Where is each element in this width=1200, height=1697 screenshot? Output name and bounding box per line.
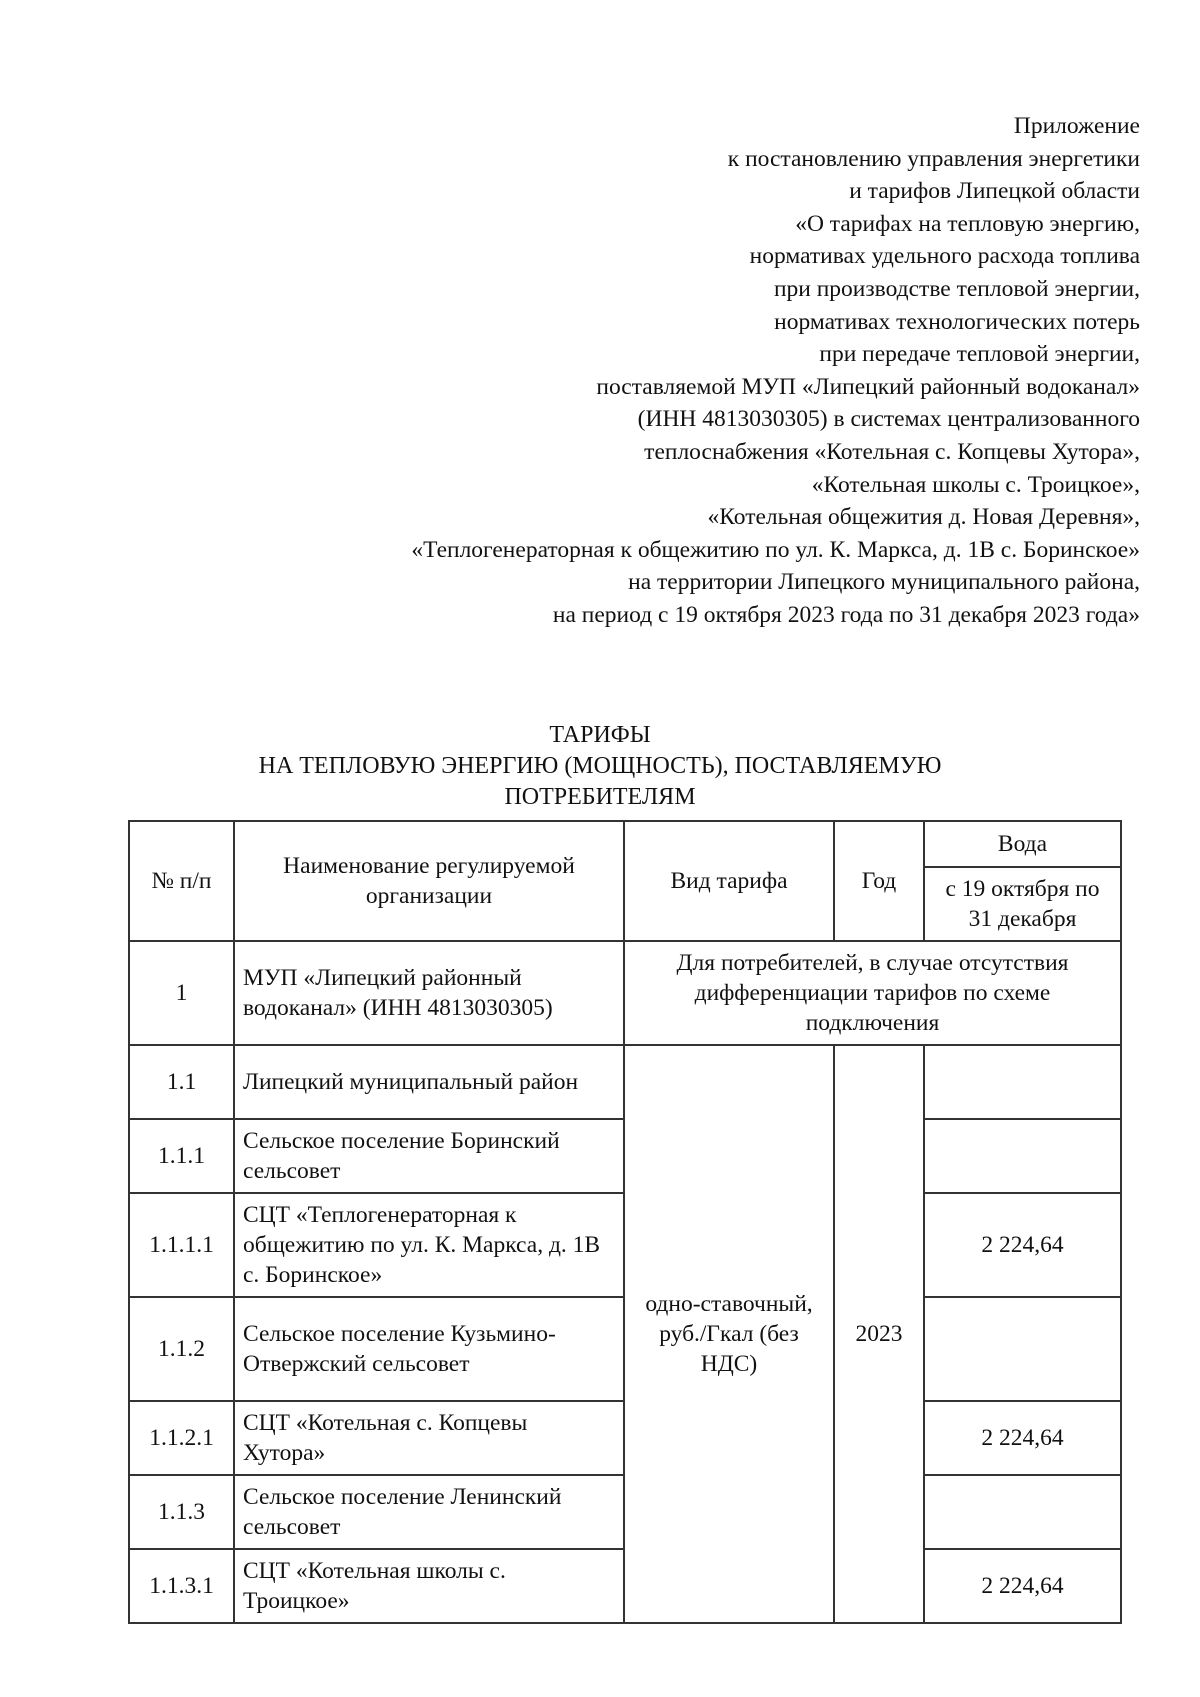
- appendix-header: [160, 110, 1140, 632]
- appendix-line: нормативах удельного расхода топлива: [749, 243, 1140, 270]
- row-num: 1.1: [129, 1045, 234, 1119]
- appendix-line: к постановлению управления энергетики: [727, 145, 1140, 172]
- appendix-line: и тарифов Липецкой области: [849, 178, 1140, 205]
- org-row: [129, 941, 1121, 1045]
- header-name: Наименование регулируемой организации: [234, 821, 624, 941]
- row-name: СЦТ «Теплогенераторная к общежитию по ул. К. Маркса, д. 1В с. Боринское»: [234, 1193, 624, 1297]
- row-num: 1.1.3: [129, 1475, 234, 1549]
- row-name: Сельское поселение Ленинский сельсовет: [234, 1475, 624, 1549]
- org-note: Для потребителей, в случае отсутствия дифференциации тарифов по схеме подключения: [624, 941, 1121, 1045]
- row-value: 2 224,64: [924, 1549, 1121, 1623]
- appendix-line: при передаче тепловой энергии,: [819, 341, 1140, 368]
- row-value: [924, 1045, 1121, 1119]
- row-name: СЦТ «Котельная с. Копцевы Хутора»: [234, 1401, 624, 1475]
- row-name: Сельское поселение Кузьмино-Отвержский сельсовет: [234, 1297, 624, 1401]
- table-row: [129, 1045, 1121, 1119]
- appendix-line: поставляемой МУП «Липецкий районный водоканал»: [596, 373, 1140, 400]
- row-value: [924, 1297, 1121, 1401]
- row-name: СЦТ «Котельная школы с. Троицкое»: [234, 1549, 624, 1623]
- appendix-line: на территории Липецкого муниципального района,: [628, 569, 1140, 596]
- header-water: Вода: [924, 821, 1121, 867]
- appendix-line: «Котельная общежития д. Новая Деревня»,: [707, 504, 1140, 531]
- appendix-line: (ИНН 4813030305) в системах централизованного: [637, 406, 1140, 433]
- title-line: ПОТРЕБИТЕЛЯМ: [504, 784, 696, 810]
- row-value: [924, 1475, 1121, 1549]
- row-num: 1.1.3.1: [129, 1549, 234, 1623]
- appendix-line: теплоснабжения «Котельная с. Копцевы Хутора»,: [644, 438, 1140, 465]
- appendix-line: «Котельная школы с. Троицкое»,: [811, 471, 1140, 498]
- header-num: № п/п: [129, 821, 234, 941]
- row-num: 1.1.1: [129, 1119, 234, 1193]
- appendix-line: Приложение: [1013, 113, 1140, 139]
- appendix-line: нормативах технологических потерь: [774, 308, 1140, 335]
- appendix-line: на период с 19 октября 2023 года по 31 декабря 2023 года»: [552, 601, 1140, 628]
- row-name: Сельское поселение Боринский сельсовет: [234, 1119, 624, 1193]
- appendix-line: при производстве тепловой энергии,: [773, 275, 1140, 302]
- org-num: 1: [129, 941, 234, 1045]
- row-num: 1.1.1.1: [129, 1193, 234, 1297]
- org-name: МУП «Липецкий районный водоканал» (ИНН 4813030305): [234, 941, 624, 1045]
- tariff-table: [128, 820, 1122, 1624]
- row-value: 2 224,64: [924, 1401, 1121, 1475]
- header-period: с 19 октября по 31 декабря: [924, 867, 1121, 941]
- title-line: НА ТЕПЛОВУЮ ЭНЕРГИЮ (МОЩНОСТЬ), ПОСТАВЛЯЕМУЮ: [258, 753, 942, 779]
- year-cell: 2023: [834, 1045, 924, 1623]
- tariff-type-cell: одно-ставочный, руб./Гкал (без НДС): [624, 1045, 834, 1623]
- row-value: [924, 1119, 1121, 1193]
- title-line: ТАРИФЫ: [549, 722, 651, 748]
- document-title: [120, 720, 1080, 813]
- header-tariff-type: Вид тарифа: [624, 821, 834, 941]
- header-year: Год: [834, 821, 924, 941]
- row-value: 2 224,64: [924, 1193, 1121, 1297]
- appendix-line: «Теплогенераторная к общежитию по ул. К. Маркса, д. 1В с. Боринское»: [411, 536, 1140, 563]
- row-num: 1.1.2.1: [129, 1401, 234, 1475]
- header-row: [129, 821, 1121, 867]
- row-name: Липецкий муниципальный район: [234, 1045, 624, 1119]
- appendix-line: «О тарифах на тепловую энергию,: [795, 210, 1140, 237]
- row-num: 1.1.2: [129, 1297, 234, 1401]
